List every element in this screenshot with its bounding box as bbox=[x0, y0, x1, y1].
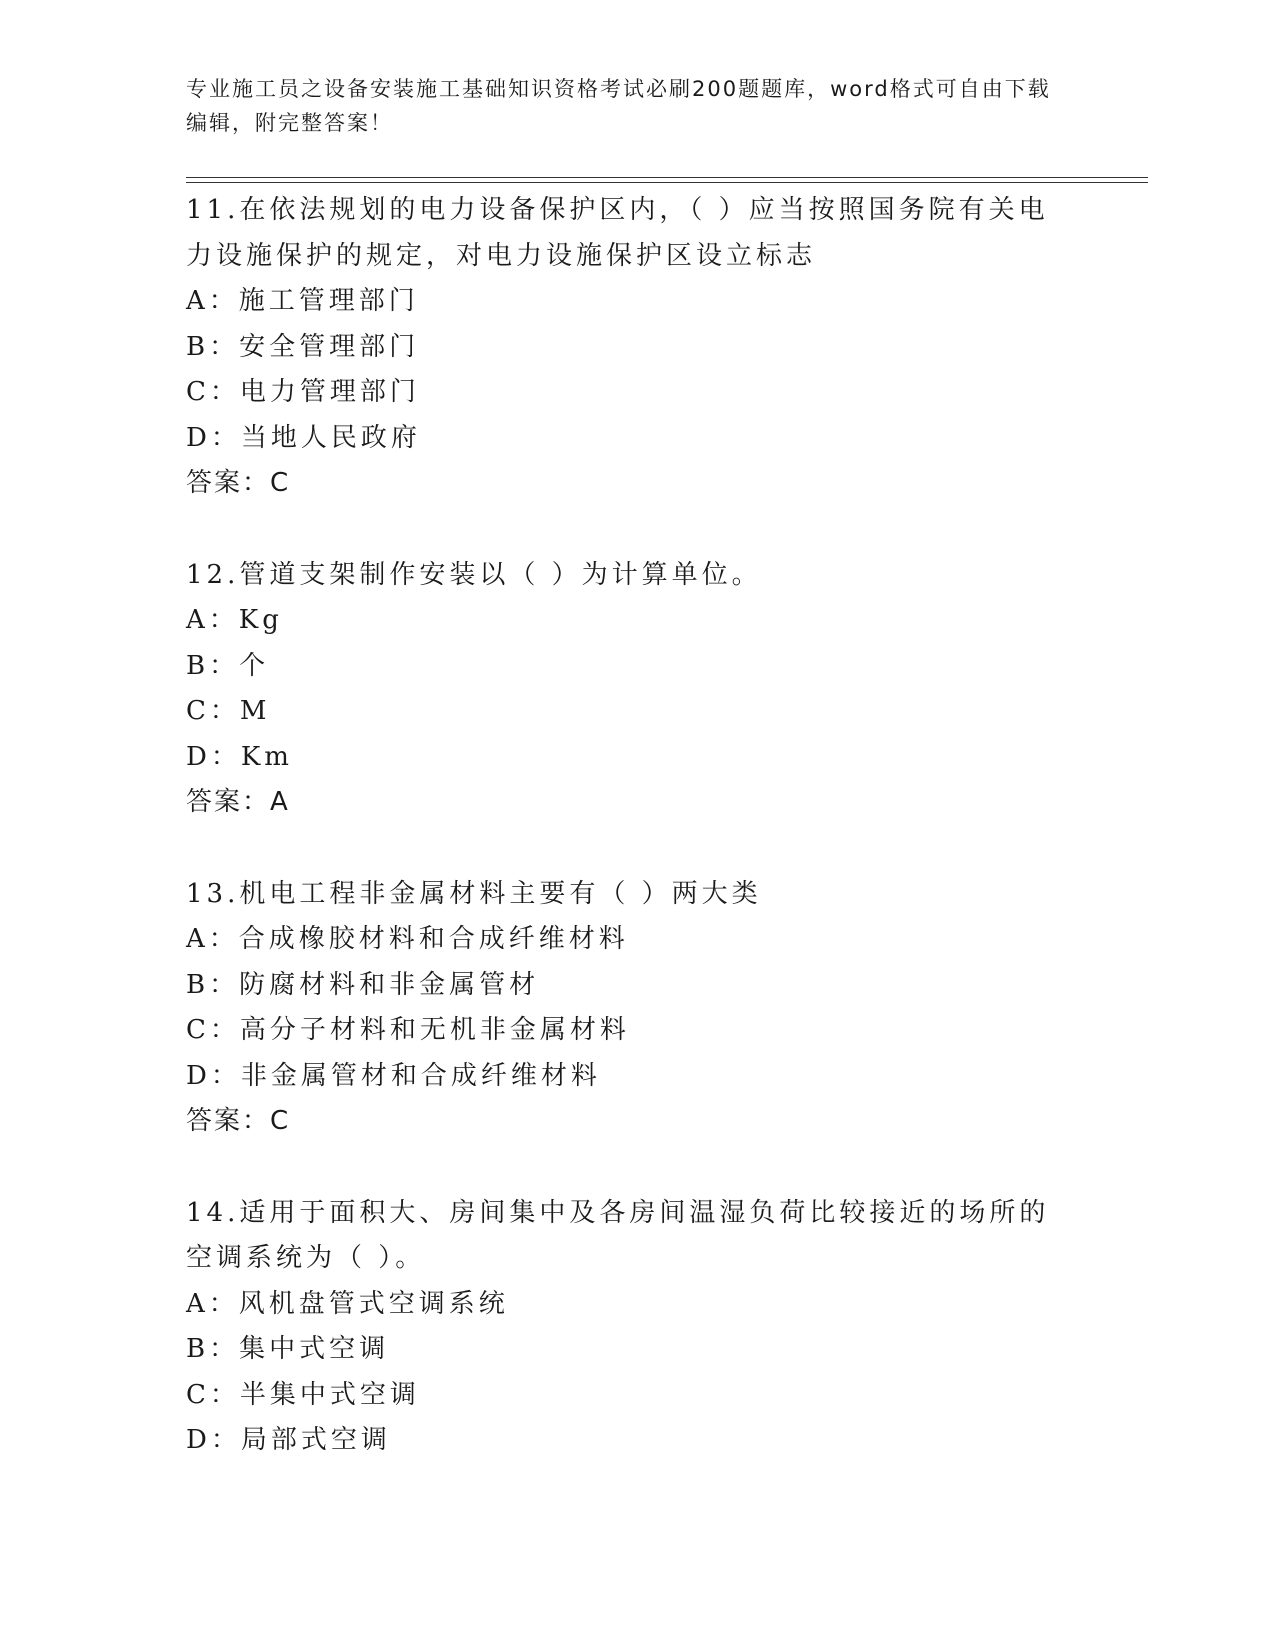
header-divider-bottom bbox=[186, 182, 1148, 183]
option-d: D：当地人民政府 bbox=[186, 422, 421, 453]
answer: 答案：C bbox=[186, 468, 291, 498]
question-text: 11.在依法规划的电力设备保护区内，（ ）应当按照国务院有关电力设施保护的规定，对电力设施保护区设立标志 bbox=[186, 195, 1049, 271]
option-b: B：个 bbox=[186, 650, 270, 681]
header-divider-top bbox=[186, 177, 1148, 178]
document-header: 专业施工员之设备安装施工基础知识资格考试必刷200题题库，word格式可自由下载编辑，附完整答案！ bbox=[186, 77, 1051, 135]
answer: 答案：C bbox=[186, 1106, 291, 1136]
question-14 bbox=[186, 1191, 1086, 1464]
question-text: 13.机电工程非金属材料主要有（ ）两大类 bbox=[186, 878, 762, 909]
option-b: B：集中式空调 bbox=[186, 1334, 390, 1364]
option-c: C：高分子材料和无机非金属材料 bbox=[186, 1015, 630, 1045]
option-d: D：非金属管材和合成纤维材料 bbox=[186, 1060, 601, 1091]
option-c: C：半集中式空调 bbox=[186, 1379, 420, 1410]
question-13 bbox=[186, 872, 1086, 1145]
question-text: 12.管道支架制作安装以（ ）为计算单位。 bbox=[186, 559, 762, 590]
answer: 答案：A bbox=[186, 787, 290, 817]
option-a: A：风机盘管式空调系统 bbox=[186, 1288, 509, 1319]
question-list bbox=[186, 188, 1086, 1510]
option-a: A：施工管理部门 bbox=[186, 286, 419, 316]
question-12 bbox=[186, 553, 1086, 826]
question-11 bbox=[186, 188, 1086, 507]
question-text: 14.适用于面积大、房间集中及各房间温湿负荷比较接近的场所的空调系统为（ ）。 bbox=[186, 1197, 1050, 1273]
option-d: D：局部式空调 bbox=[186, 1425, 391, 1455]
option-d: D：Km bbox=[186, 741, 293, 772]
option-b: B：防腐材料和非金属管材 bbox=[186, 969, 540, 1000]
option-c: C：M bbox=[186, 696, 271, 726]
option-b: B：安全管理部门 bbox=[186, 331, 420, 362]
option-a: A：Kg bbox=[186, 605, 283, 635]
option-a: A：合成橡胶材料和合成纤维材料 bbox=[186, 924, 629, 954]
option-c: C：电力管理部门 bbox=[186, 377, 420, 407]
